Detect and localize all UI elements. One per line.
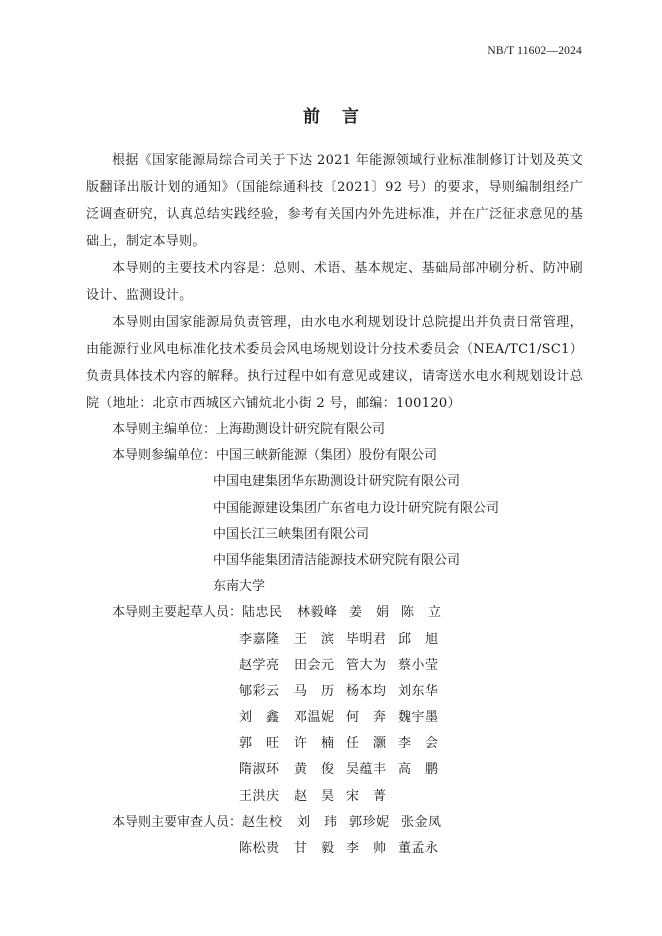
person-name: 姜 娟 — [349, 605, 390, 621]
person-name: 赵 昊 — [294, 788, 335, 804]
person-name: 刘东华 — [398, 683, 439, 699]
person-name: 杨本均 — [346, 683, 387, 699]
person-name: 赵生校 — [242, 814, 283, 830]
person-name: 甘 毅 — [294, 841, 335, 856]
person-name: 张金凤 — [401, 814, 442, 830]
person-name: 李嘉隆 — [239, 631, 280, 647]
person-name: 任 灏 — [346, 736, 387, 752]
person-name: 邓温妮 — [294, 710, 335, 726]
person-name: 蔡小莹 — [398, 657, 439, 673]
drafters-row — [86, 627, 583, 653]
page-title: 前言 — [303, 107, 381, 127]
person-name: 李 帅 — [346, 841, 387, 856]
drafter-names — [239, 679, 450, 705]
person-name: 吴蕴丰 — [346, 762, 387, 778]
person-name: 陆忠民 — [242, 605, 283, 621]
drafters-label: 本导则主要起草人员： — [112, 605, 243, 621]
paragraph-basis: 根据《国家能源局综合司关于下达 2021 年能源领域行业标准制修订计划及英文版翻译出版计划的通知》（国能综通科技〔2021〕92 号）的要求，导则编制组经广泛调查研究，认真总结实践经验，参考有关国内外先进标准，并在广泛征求意见的基础上，制定本导则。 — [86, 153, 583, 249]
participating-unit-row — [86, 469, 583, 495]
drafter-names — [239, 705, 450, 731]
participating-unit-name: 东南大学 — [213, 579, 266, 595]
person-name: 宋 菁 — [346, 788, 387, 804]
person-name: 王 滨 — [294, 631, 335, 647]
person-name: 赵学亮 — [239, 657, 280, 673]
participating-unit-row — [86, 496, 583, 522]
person-name: 林毅峰 — [297, 605, 338, 621]
person-name: 何 奔 — [346, 710, 387, 726]
person-name: 管大为 — [346, 657, 387, 673]
participating-unit-name: 中国华能集团清洁能源技术研究院有限公司 — [213, 552, 461, 568]
drafter-names — [239, 757, 450, 783]
reviewers-row — [86, 836, 583, 862]
participating-unit-name: 中国能源建设集团广东省电力设计研究院有限公司 — [213, 500, 500, 516]
drafter-names — [239, 784, 398, 810]
drafters-row — [86, 600, 583, 626]
person-name: 刘 鑫 — [239, 710, 280, 726]
participating-units-label: 本导则参编单位： — [112, 448, 217, 464]
foreword-body — [86, 147, 583, 862]
person-name: 刘 玮 — [297, 814, 338, 830]
person-name: 李 会 — [398, 736, 439, 752]
person-name: 郭 旺 — [239, 736, 280, 752]
drafter-names — [239, 731, 450, 757]
person-name: 高 鹏 — [398, 762, 439, 778]
participating-unit-row — [86, 522, 583, 548]
paragraph-management: 本导则由国家能源局负责管理，由水电水利规划设计总院提出并负责日常管理，由能源行业风电标准化技术委员会风电场规划设计分技术委员会（NEA/TC1/SC1）负责具体技术内容的解释。执行过程中如有意见或建议，请寄送水电水利规划设计总院（地址：北京市西城区六铺炕北小街 2 号，邮编：100120） — [86, 315, 583, 411]
drafters-row — [86, 757, 583, 783]
reviewers-label: 本导则主要审查人员： — [112, 814, 243, 830]
person-name: 黄 俊 — [294, 762, 335, 778]
drafters-row — [86, 653, 583, 679]
person-name: 许 楠 — [294, 736, 335, 752]
drafter-names — [242, 600, 453, 626]
chief-unit-label: 本导则主编单位： — [112, 422, 217, 437]
chief-unit-name: 上海勘测设计研究院有限公司 — [216, 422, 386, 437]
participating-unit-name: 中国三峡新能源（集团）股份有限公司 — [216, 448, 438, 464]
drafters-row — [86, 705, 583, 731]
participating-unit-row — [86, 548, 583, 574]
person-name: 毕明君 — [346, 631, 387, 647]
standard-code: NB/T 11602—2024 — [487, 45, 582, 57]
drafters-row — [86, 679, 583, 705]
reviewer-names — [239, 836, 450, 862]
person-name: 王洪庆 — [239, 788, 280, 804]
participating-unit-row — [86, 574, 583, 600]
drafters-row — [86, 731, 583, 757]
person-name: 田会元 — [294, 657, 335, 673]
participating-unit-row — [86, 443, 583, 469]
participating-unit-name: 中国长江三峡集团有限公司 — [213, 526, 370, 542]
reviewer-names — [242, 810, 453, 836]
person-name: 陈 立 — [401, 605, 442, 621]
person-name: 马 历 — [294, 683, 335, 699]
drafter-names — [239, 653, 450, 679]
paragraph-technical-content: 本导则的主要技术内容是：总则、术语、基本规定、基础局部冲刷分析、防冲刷设计、监测设计。 — [86, 261, 583, 303]
chief-unit-row — [86, 417, 583, 443]
person-name: 陈松贵 — [239, 841, 280, 856]
person-name: 魏宇墨 — [398, 710, 439, 726]
person-name: 隋淑环 — [239, 762, 280, 778]
person-name: 郭珍妮 — [349, 814, 390, 830]
drafter-names — [239, 627, 450, 653]
reviewers-row — [86, 810, 583, 836]
drafters-row — [86, 784, 583, 810]
person-name: 邱 旭 — [398, 631, 439, 647]
participating-unit-name: 中国电建集团华东勘测设计研究院有限公司 — [213, 474, 461, 490]
person-name: 郇彩云 — [239, 683, 280, 699]
person-name: 董孟永 — [398, 841, 439, 856]
